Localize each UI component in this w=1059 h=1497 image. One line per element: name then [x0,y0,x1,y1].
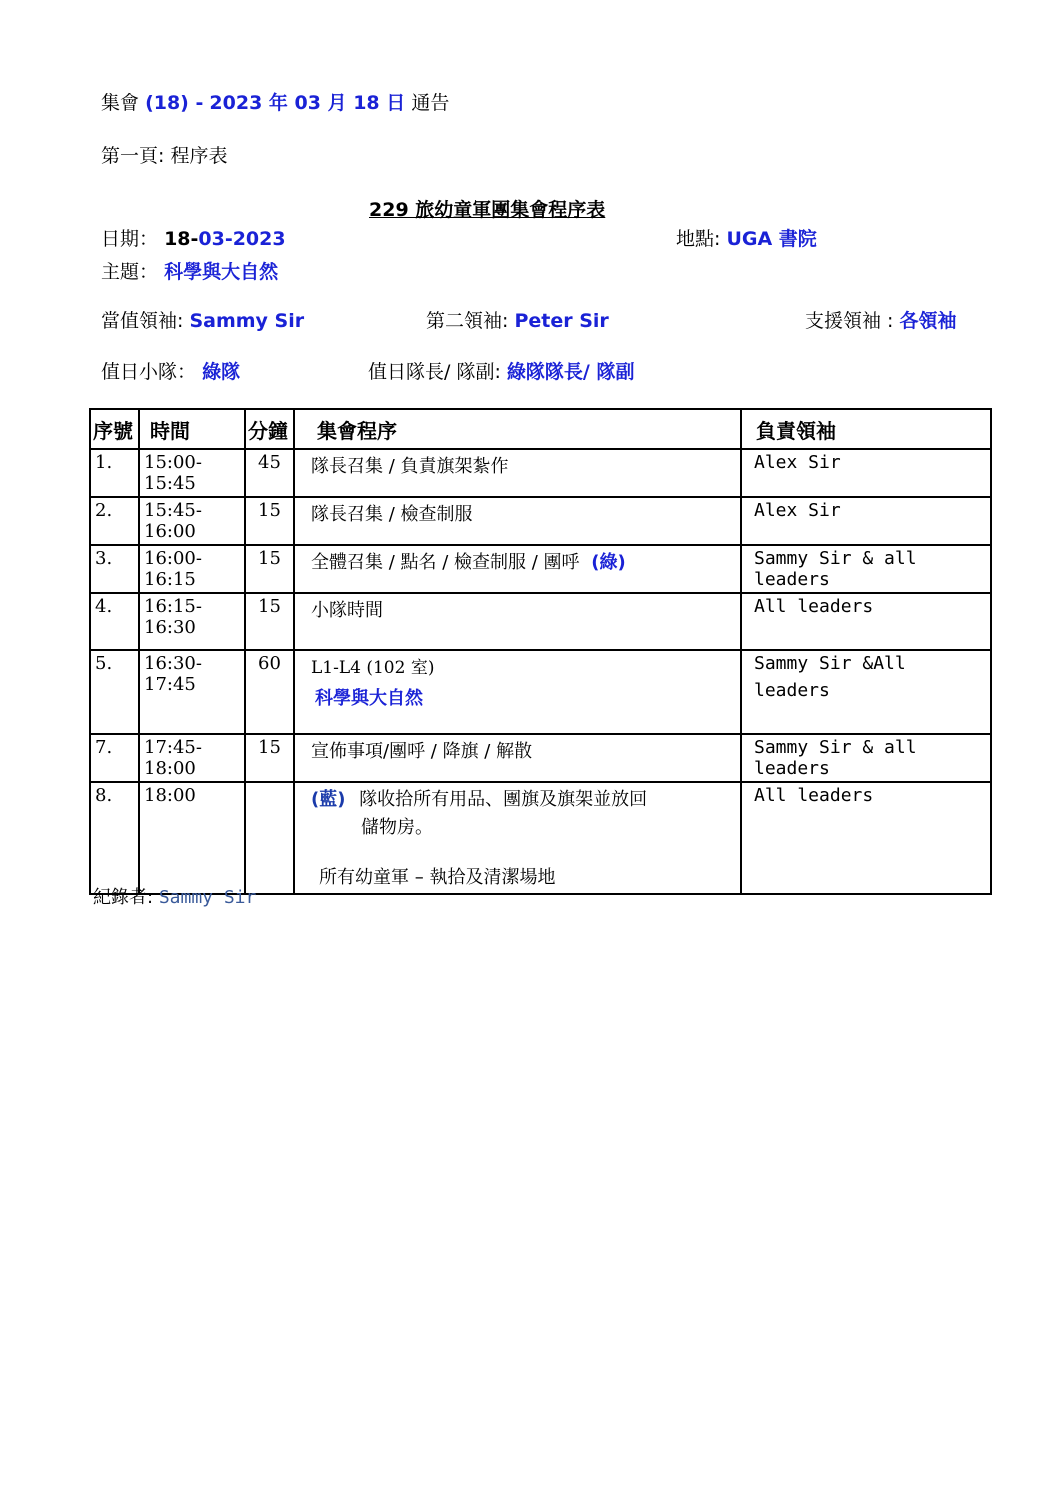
row-index: 5. [90,650,139,734]
row-program: 小隊時間 [294,593,741,650]
second-leader-label: 第二領袖: [426,310,509,332]
row-leader: All leaders [741,593,991,650]
row-minutes: 15 [245,734,294,782]
notice-label: 通告 [411,92,450,114]
row-time: 15:45-16:00 [139,497,245,545]
row-minutes: 15 [245,593,294,650]
row-leader: All leaders [741,782,991,894]
row-index: 4. [90,593,139,650]
support-leader-value: 各領袖 [899,310,957,332]
second-leader-row [426,306,609,333]
leader-line-1: Sammy Sir &All [754,653,906,674]
notice-heading [101,88,449,115]
row-time: 17:45-18:00 [139,734,245,782]
support-leader-label: 支援領袖 : [805,310,894,332]
duty-six-value: 綠隊 [202,361,241,383]
row-leader: Alex Sir [741,449,991,497]
venue-label: 地點: [676,228,721,250]
duty-sixer-row [368,357,634,384]
row-minutes: 60 [245,650,294,734]
page-label: 第一頁: 程序表 [101,145,228,167]
row-minutes: 15 [245,545,294,593]
row-program: 隊長召集 / 負責旗架紮作 [294,449,741,497]
row-index: 2. [90,497,139,545]
row-leader: Alex Sir [741,497,991,545]
duty-sixer-label: 值日隊長/ 隊副: [368,361,501,383]
leader-line-2: leaders [754,680,830,701]
date-row [101,224,286,251]
recorder-label: 紀錄者: [93,887,154,908]
header-time: 時間 [139,409,245,449]
row-program [294,545,741,593]
row-program [294,782,741,894]
row-time: 15:00-15:45 [139,449,245,497]
program-subtext: 科學與大自然 [315,688,423,709]
row-program [294,650,741,734]
duty-leader-value: Sammy Sir [189,310,305,332]
meeting-label: 集會 [101,92,140,114]
table-row [90,593,991,650]
table-row [90,449,991,497]
row-minutes: 45 [245,449,294,497]
row-index: 3. [90,545,139,593]
row-time: 16:30-17:45 [139,650,245,734]
row-time: 16:00-16:15 [139,545,245,593]
duty-sixer-value: 綠隊隊長/ 隊副 [506,361,635,383]
header-leader: 負責領袖 [741,409,991,449]
duty-six-label: 值日小隊： [101,361,197,383]
venue-row [676,224,817,251]
row-minutes: 15 [245,497,294,545]
row-index: 7. [90,734,139,782]
recorder-row [93,883,256,909]
duty-six-row [101,357,240,384]
recorder-name: Sammy Sir [158,887,257,908]
venue-value: UGA 書院 [726,228,817,250]
duty-leader-label: 當值領袖: [101,310,184,332]
row-minutes [245,782,294,894]
row-time: 18:00 [139,782,245,894]
header-minutes: 分鐘 [245,409,294,449]
program-text: 隊收拾所有用品、團旗及旗架並放回 [359,789,648,810]
table-row [90,545,991,593]
program-continuation: 儲物房。 [361,817,433,838]
program-tag: (綠) [591,552,626,573]
row-program: 宣佈事項/團呼 / 降旗 / 解散 [294,734,741,782]
table-header-row [90,409,991,449]
header-index: 序號 [90,409,139,449]
row-leader: Sammy Sir & all leaders [741,734,991,782]
theme-label: 主題： [101,261,159,283]
table-row [90,734,991,782]
header-program: 集會程序 [294,409,741,449]
table-row [90,650,991,734]
table-row [90,497,991,545]
program-text: L1-L4 (102 室) [311,658,435,678]
program-text: 全體召集 / 點名 / 檢查制服 / 團呼 [311,552,580,573]
row-program: 隊長召集 / 檢查制服 [294,497,741,545]
page-title: 229 旅幼童軍團集會程序表 [369,199,606,221]
theme-value: 科學與大自然 [164,261,279,283]
table-row [90,782,991,894]
row-leader: Sammy Sir & all leaders [741,545,991,593]
second-leader-value: Peter Sir [514,310,609,332]
support-leader-row [805,306,957,333]
date-label: 日期： [101,228,159,250]
row-leader [741,650,991,734]
program-tag: (藍) [311,789,346,810]
program-subtext: 所有幼童軍 – 執拾及清潔場地 [319,867,556,888]
program-line-1 [311,785,736,811]
meeting-number: (18) - [145,92,204,114]
duty-leader-row [101,306,304,333]
meeting-date: 2023 年 03 月 18 日 [209,92,406,114]
theme-row [101,257,278,284]
row-time: 16:15-16:30 [139,593,245,650]
row-index: 1. [90,449,139,497]
date-value: 18-03-2023 [164,228,286,250]
schedule-table [89,408,992,895]
row-index: 8. [90,782,139,894]
